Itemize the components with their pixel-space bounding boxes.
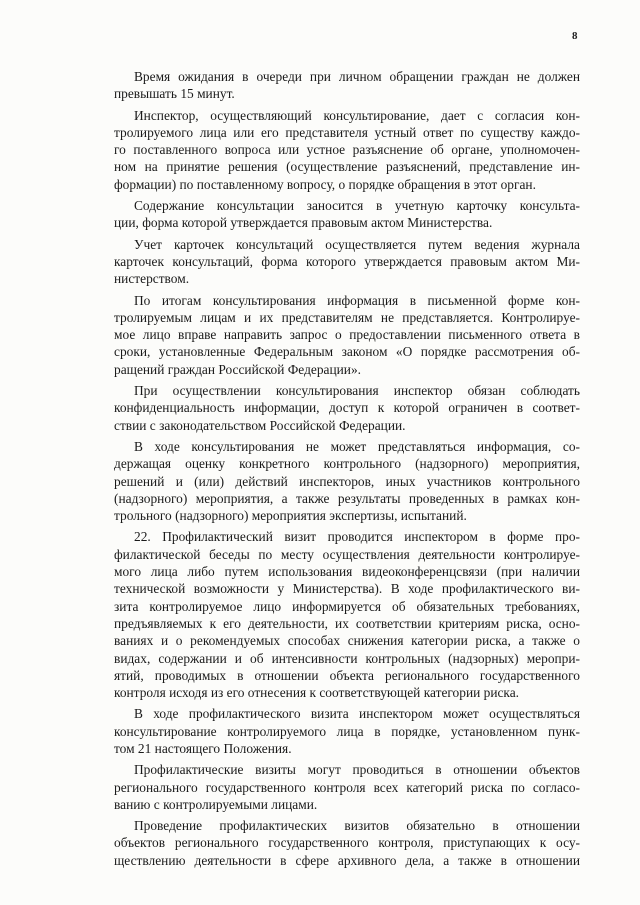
text-line: ваниях и о рекомендуемых способах снижения категории риска, а также о bbox=[114, 633, 580, 649]
text-line: нистерством. bbox=[114, 271, 190, 287]
text-line: технической возможности у Министерства). В ходе профилактического ви- bbox=[114, 581, 580, 597]
text-line: ванию с контролируемыми лицами. bbox=[114, 796, 318, 812]
text-line: филактической беседы по месту осуществления деятельности контролируе- bbox=[114, 546, 580, 562]
paragraph bbox=[114, 528, 580, 701]
text-line: ном на принятие решения (осуществление разъяснений, представление ин- bbox=[114, 159, 580, 175]
text-line: держащая оценку конкретного контрольного (надзорного) мероприятия, bbox=[114, 456, 580, 472]
paragraph bbox=[114, 68, 580, 103]
paragraph bbox=[114, 382, 580, 434]
page-number: 8 bbox=[572, 30, 578, 42]
text-line: карточек консультаций, форма которого утверждается правовым актом Ми- bbox=[114, 253, 580, 269]
text-line: ятий, проводимых в отношении объекта регионального государственного bbox=[114, 667, 580, 683]
text-line: При осуществлении консультирования инспектор обязан соблюдать bbox=[134, 383, 580, 399]
text-line: консультирование контролируемого лица в порядке, установленном пунк- bbox=[114, 723, 580, 739]
text-line: контроля исходя из его отнесения к соответствующей категории риска. bbox=[114, 685, 520, 701]
paragraph bbox=[114, 438, 580, 524]
text-line: зита контролируемое лицо информируется об обязательных требованиях, bbox=[114, 598, 580, 614]
text-line: ции, форма которой утверждается правовым актом Министерства. bbox=[114, 215, 493, 231]
paragraph bbox=[114, 197, 580, 232]
text-line: том 21 настоящего Положения. bbox=[114, 740, 292, 756]
text-line: го поставленного вопроса или устное разъяснение об органе, уполномочен- bbox=[114, 142, 580, 158]
text-line: Содержание консультации заносится в учетную карточку консульта- bbox=[134, 198, 580, 214]
text-line: Инспектор, осуществляющий консультирование, дает с согласия кон- bbox=[134, 107, 580, 123]
text-line: трольного (надзорного) мероприятия экспертизы, испытаний. bbox=[114, 508, 467, 524]
text-line: Время ожидания в очереди при личном обращении граждан не должен bbox=[134, 69, 580, 84]
text-line: В ходе профилактического визита инспектором может осуществляться bbox=[134, 706, 580, 722]
text-line: 22. Профилактический визит проводится инспектором в форме про- bbox=[134, 529, 580, 545]
text-line: видах, содержании и об интенсивности контрольных (надзорных) меропри- bbox=[114, 650, 580, 666]
text-line: формации) по поставленному вопросу, о порядке обращения в этот орган. bbox=[114, 176, 536, 192]
text-line: мого лица либо путем использования видеоконференцсвязи (при наличии bbox=[114, 564, 580, 580]
text-line: решений и (или) действий инспекторов, иных участников контрольного bbox=[114, 473, 580, 489]
text-line: тролируемым лицам и их представителям не представляется. Контролируе- bbox=[114, 309, 580, 325]
text-line: В ходе консультирования не может представляться информация, со- bbox=[134, 438, 580, 454]
text-line: ствии с законодательством Российской Федерации. bbox=[114, 417, 406, 433]
text-line: тролируемого лица или его представителя устный ответ по существу каждо- bbox=[114, 124, 580, 140]
text-line: ществлению деятельности в сфере архивного дела, а также в отношении bbox=[114, 852, 580, 868]
paragraph bbox=[114, 292, 580, 378]
paragraph bbox=[114, 761, 580, 813]
text-line: По итогам консультирования информация в письменной форме кон- bbox=[134, 292, 580, 308]
paragraph bbox=[114, 817, 580, 869]
paragraph bbox=[114, 107, 580, 193]
text-line: ращений граждан Российской Федерации». bbox=[114, 361, 362, 377]
text-line: мое лицо вправе направить запрос о предоставлении письменного ответа в bbox=[114, 327, 580, 343]
text-line: предъявляемых к его деятельности, их соответствии критериям риска, осно- bbox=[114, 615, 580, 631]
text-line: Проведение профилактических визитов обязательно в отношении bbox=[134, 818, 580, 834]
text-line: регионального государственного контроля всех категорий риска по согласо- bbox=[114, 779, 580, 795]
text-line: Профилактические визиты могут проводиться в отношении объектов bbox=[134, 762, 580, 778]
text-line: превышать 15 минут. bbox=[114, 86, 235, 102]
paragraph bbox=[114, 236, 580, 288]
paragraph bbox=[114, 705, 580, 757]
document-body bbox=[114, 68, 580, 873]
text-line: конфиденциальность информации, доступ к которой ограничен в соответ- bbox=[114, 400, 580, 416]
text-line: объектов регионального государственного контроля, приступающих к осу- bbox=[114, 835, 580, 851]
text-line: Учет карточек консультаций осуществляется путем ведения журнала bbox=[134, 236, 580, 252]
text-line: (надзорного) мероприятия, а также результаты проведенных в рамках кон- bbox=[114, 490, 580, 506]
text-line: сроки, установленные Федеральным законом «О порядке рассмотрения об- bbox=[114, 344, 580, 360]
